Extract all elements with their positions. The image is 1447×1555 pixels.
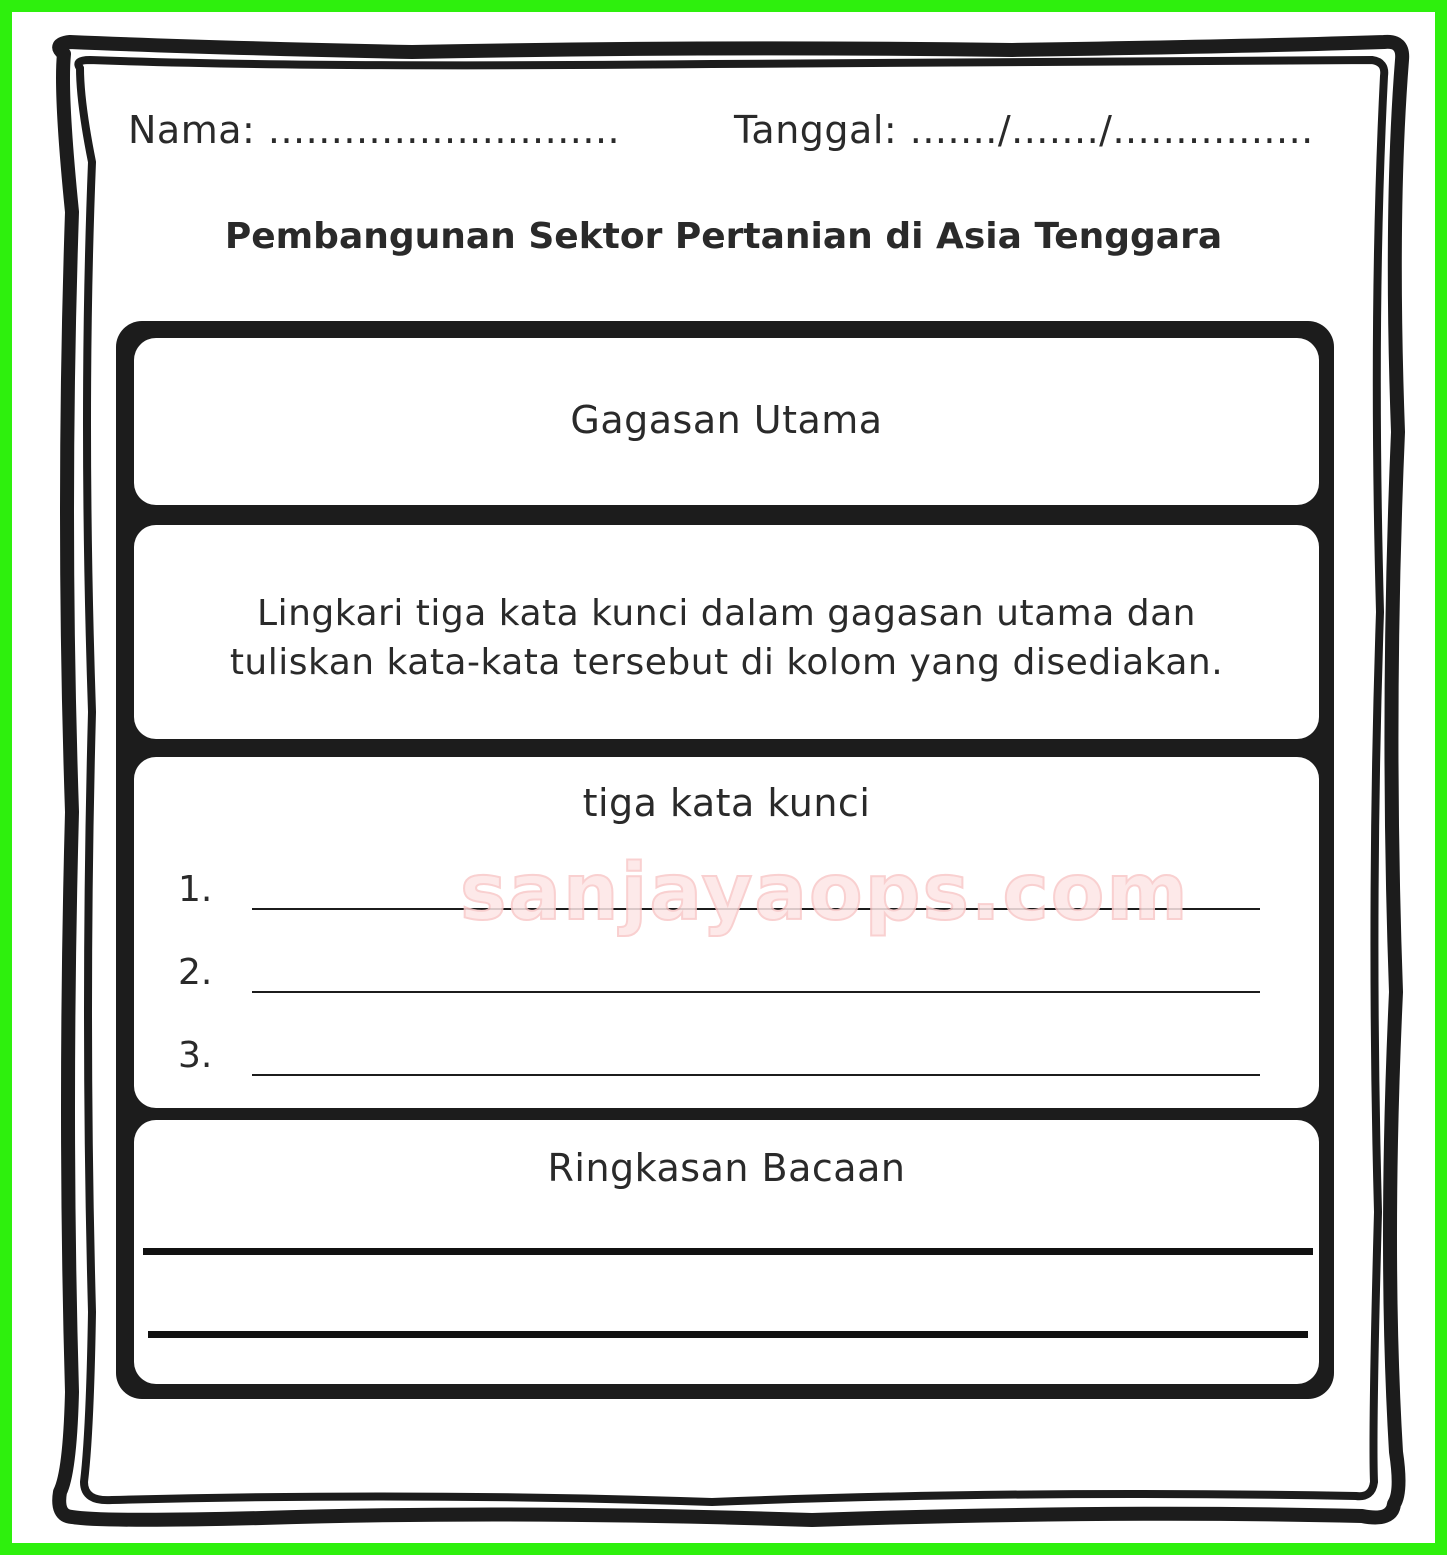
instruction-text (134, 589, 1319, 687)
summary-answer-line-2[interactable] (148, 1331, 1308, 1338)
keyword-number: 1. (178, 869, 213, 910)
keyword-answer-line-3[interactable] (252, 1074, 1260, 1076)
main-idea-panel (134, 338, 1319, 505)
keyword-number: 3. (178, 1035, 213, 1076)
date-field[interactable]: Tanggal: ......./......./................ (734, 108, 1314, 152)
keyword-number: 2. (178, 952, 213, 993)
keyword-row-3 (178, 1035, 1258, 1079)
keyword-row-2 (178, 952, 1258, 996)
instruction-line-1: Lingkari tiga kata kunci dalam gagasan utama dan (257, 593, 1196, 634)
keyword-answer-line-1[interactable] (252, 908, 1260, 910)
watermark-text: sanjayaops.com (460, 848, 1190, 938)
keywords-heading: tiga kata kunci (582, 781, 871, 825)
summary-answer-line-1[interactable] (143, 1248, 1313, 1255)
name-field[interactable]: Nama: ............................ (128, 108, 621, 152)
worksheet-page (12, 12, 1435, 1543)
main-idea-heading: Gagasan Utama (570, 398, 883, 442)
keyword-row-1 (178, 869, 1258, 913)
worksheet-organizer (116, 321, 1334, 1399)
keywords-panel (134, 757, 1319, 1108)
instruction-panel (134, 525, 1319, 739)
summary-panel (134, 1120, 1319, 1384)
instruction-line-2: tuliskan kata-kata tersebut di kolom yang disediakan. (229, 642, 1224, 683)
summary-heading: Ringkasan Bacaan (547, 1146, 906, 1190)
worksheet-title: Pembangunan Sektor Pertanian di Asia Tenggara (224, 216, 1223, 257)
keyword-answer-line-2[interactable] (252, 991, 1260, 993)
